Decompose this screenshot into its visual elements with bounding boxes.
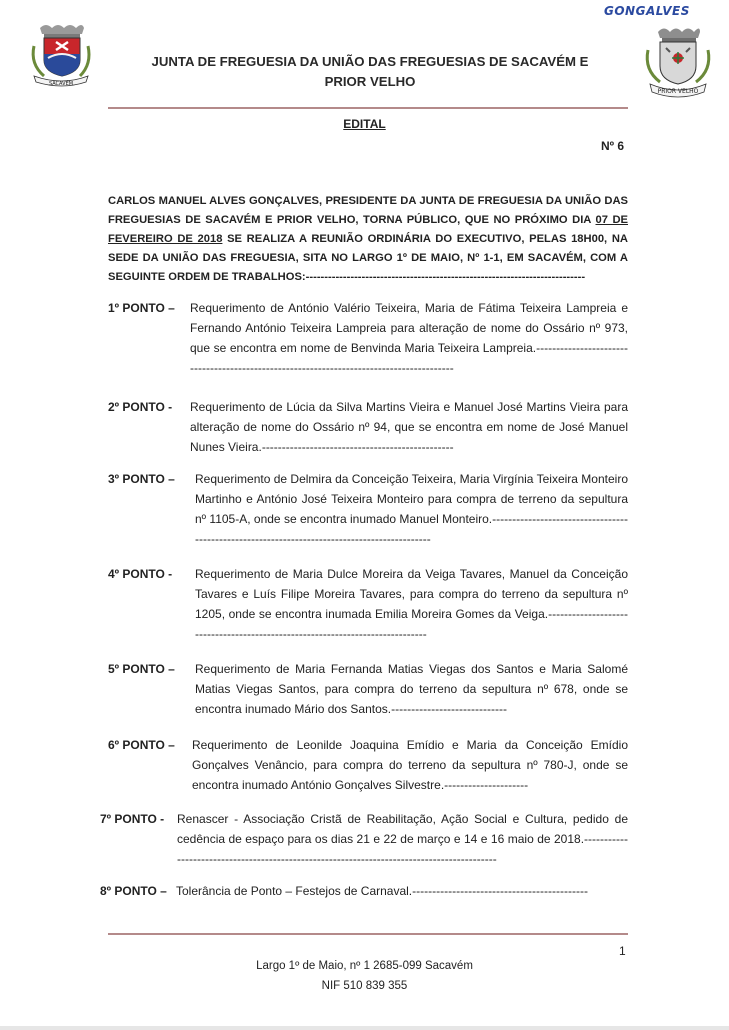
right-crest-caption: PRIOR VELHO <box>657 88 699 95</box>
agenda-item-text: Requerimento de António Valério Teixeira, Maria de Fátima Teixeira Lampreia e Fernando António Teixeira Lampreia para alteração de nome do Ossário nº 973, que se encontra em nome de Benvinda Maria Teixeira Lampreia.----------------------------------------------------------------------------------------- <box>190 301 628 375</box>
footer-nif: NIF 510 839 355 <box>321 980 408 992</box>
agenda-item-2 <box>108 397 628 459</box>
agenda-item-label: 3º PONTO – <box>108 472 175 486</box>
intro-date: 07 DE FEVEREIRO DE 2018 <box>108 214 629 245</box>
agenda-item-text: Requerimento de Maria Dulce Moreira da Veiga Tavares, Manuel da Conceição Tavares e Luís Filipe Moreira Tavares, para compra do terreno da sepultura nº 1205, onde se encontra inumada Emilia Moreira Gomes da Veiga.------------------------------------------------------------------------------ <box>195 567 628 641</box>
agenda-item-4 <box>108 564 628 646</box>
title-line-1: JUNTA DE FREGUESIA DA UNIÃO DAS FREGUESIAS DE SACAVÉM E <box>151 54 589 69</box>
agenda-item-5 <box>108 659 628 721</box>
agenda-item-text: Requerimento de Lúcia da Silva Martins Vieira e Manuel José Martins Vieira para alteração de nome do Ossário nº 94, que se encontra em nome de José Manuel Nunes Vieira.------------------------------------------------ <box>190 400 628 454</box>
prior-velho-crest-icon <box>640 22 716 102</box>
footer-address: Largo 1º de Maio, nº 1 2685-099 Sacavém <box>256 960 473 972</box>
scan-edge <box>0 1026 729 1030</box>
agenda-item-label: 6º PONTO – <box>108 738 175 752</box>
document-heading: EDITAL <box>343 117 386 131</box>
handwritten-note: GONGALVES <box>604 4 690 18</box>
agenda-item-label: 8º PONTO – <box>100 884 167 898</box>
agenda-item-text: Requerimento de Maria Fernanda Matias Viegas dos Santos e Maria Salomé Matias Viegas Santos, para compra do terreno da sepultura nº 678, onde se encontra inumado Mário dos Santos.----------------------------- <box>195 662 628 716</box>
page-title <box>110 52 630 92</box>
agenda-item-8 <box>100 881 628 903</box>
agenda-item-label: 2º PONTO - <box>108 400 173 414</box>
agenda-item-text: Tolerância de Ponto – Festejos de Carnaval.-------------------------------------------- <box>176 884 588 898</box>
agenda-item-7 <box>100 809 628 871</box>
agenda-item-label: 7º PONTO - <box>100 812 165 826</box>
agenda-item-6 <box>108 735 628 797</box>
intro-part-1: CARLOS MANUEL ALVES GONÇALVES, PRESIDENTE DA JUNTA DE FREGUESIA DA UNIÃO DAS FREGUESIAS DE SACAVÉM E PRIOR VELHO, TORNA PÚBLICO, QUE NO PRÓXIMO DIA <box>108 195 628 226</box>
agenda-item-1 <box>108 298 628 380</box>
sacavem-crest-icon <box>26 20 96 88</box>
footer <box>0 956 729 996</box>
intro-paragraph <box>108 192 628 287</box>
document-number: Nº 6 <box>601 139 625 153</box>
agenda-item-label: 5º PONTO – <box>108 662 175 676</box>
intro-part-2: SE REALIZA A REUNIÃO ORDINÁRIA DO EXECUTIVO, PELAS 18H00, NA SEDE DA UNIÃO DAS FREGUESIA, SITA NO LARGO 1º DE MAIO, Nº 1-1, EM SACAVÉM, COM A SEGUINTE ORDEM DE TRABALHOS:--------------------------------------------------------------------------- <box>108 233 628 283</box>
agenda-item-text: Requerimento de Delmira da Conceição Teixeira, Maria Virgínia Teixeira Monteiro Martinho e António José Teixeira Monteiro para compra de terreno da sepultura nº 1105-A, onde se encontra inumado Manuel Monteiro.--------------------------------------------------------------------------------------------- <box>195 472 628 546</box>
page-number: 1 <box>619 944 626 958</box>
agenda-item-text: Renascer - Associação Cristã de Reabilitação, Ação Social e Cultura, pedido de cedência de espaço para os dias 21 e 22 de março e 14 e 16 maio de 2018.------------------------------------------------------------------------------------------- <box>177 812 628 866</box>
header-divider <box>108 107 628 109</box>
agenda-item-label: 1º PONTO – <box>108 301 175 315</box>
footer-divider <box>108 933 628 935</box>
left-crest-caption: SACAVÉM <box>48 81 74 87</box>
agenda-item-text: Requerimento de Leonilde Joaquina Emídio e Maria da Conceição Emídio Gonçalves Venâncio, para compra do terreno da sepultura nº 780-J, onde se encontra inumado António Gonçalves Silvestre.--------------------- <box>192 738 628 792</box>
agenda-item-3 <box>108 469 628 551</box>
title-line-2: PRIOR VELHO <box>324 74 416 89</box>
agenda-item-label: 4º PONTO - <box>108 567 173 581</box>
